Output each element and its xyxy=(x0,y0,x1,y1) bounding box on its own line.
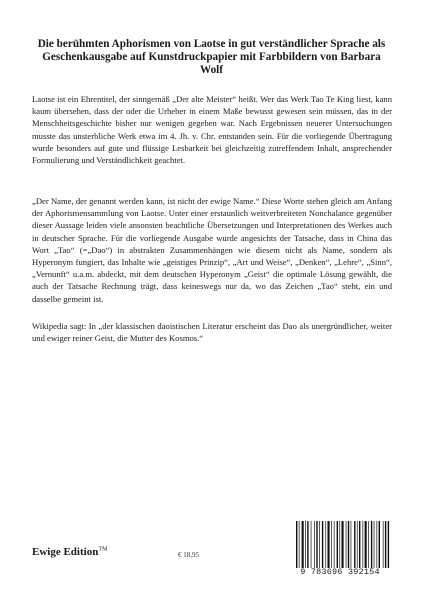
description-paragraph-1: Laotse ist ein Ehrentitel, der sinngemäß „Der alte Meister“ heißt. Wer das Werk Tao Te King liest, kann kaum übersehen, dass der oder die Urheber in einem Maße bewusst gewesen sein müssen, das in der Menschheitsgeschichte bisher nur wenigen gegeben war. Nach Ergebnissen neuerer Untersuchungen musste das unsterbliche Werk etwa im 4. Jh. v. Chr. entstanden sein. Für die vorliegende Übertragung wurde besonders auf gute und flüssige Lesbarkeit bei gleichzeitig zutreffendem Inhalt, ansprechender Formulierung und Verständlichkeit geachtet. xyxy=(32,94,392,166)
isbn-number: 9 783696 392154 xyxy=(300,567,380,577)
price-label: € 18,95 xyxy=(178,551,199,559)
cover-title: Die berühmten Aphorismen von Laotse in gut verständlicher Sprache als Geschenkausgabe auf Kunstdruckpapier mit Farbbildern von Barbara Wolf xyxy=(37,38,386,76)
isbn-barcode xyxy=(294,521,394,568)
description-paragraph-3: Wikipedia sagt: In „der klassischen daoistischen Literatur erscheint das Dao als unergründlicher, weiter und ewiger reiner Geist, die Mutter des Kosmos.“ xyxy=(32,321,392,344)
description-paragraph-2: „Der Name, der genannt werden kann, ist nicht der ewige Name.“ Diese Worte stehen gleich am Anfang der Aphorismensammlung von Laotse. Unter einer erstaunlich weitverbreiteten Nonchalance gegenüber dieser Aussage leiden viele ansonsten beachtliche Übersetzungen und Interpretationen des Werkes auch in deutscher Sprache. Für die vorliegende Ausgabe wurde angesichts der Tatsache, dass in China das Wort „Tao“ (=„Dao“) in abstrakten Zusammenhängen wie diesem nicht als Name, sondern als Hyperonym fungiert, das Inhalte wie „geistiges Prinzip“, „Art und Weise“, „Denken“, „Lehre“, „Sinn“, „Vernunft“ u.a.m. abdeckt, mit dem deutschen Hyperonym „Geist“ die optimale Lösung gewählt, die auch der Tatsache Rechnung trägt, dass keineswegs nur da, wo das Zeichen „Tao“ steht, ein und dasselbe gemeint ist. xyxy=(32,196,392,304)
trademark-mark: TM xyxy=(98,546,108,553)
publisher-name: Ewige Edition xyxy=(32,546,99,558)
barcode-bars xyxy=(294,521,394,568)
publisher-logo xyxy=(32,546,107,558)
